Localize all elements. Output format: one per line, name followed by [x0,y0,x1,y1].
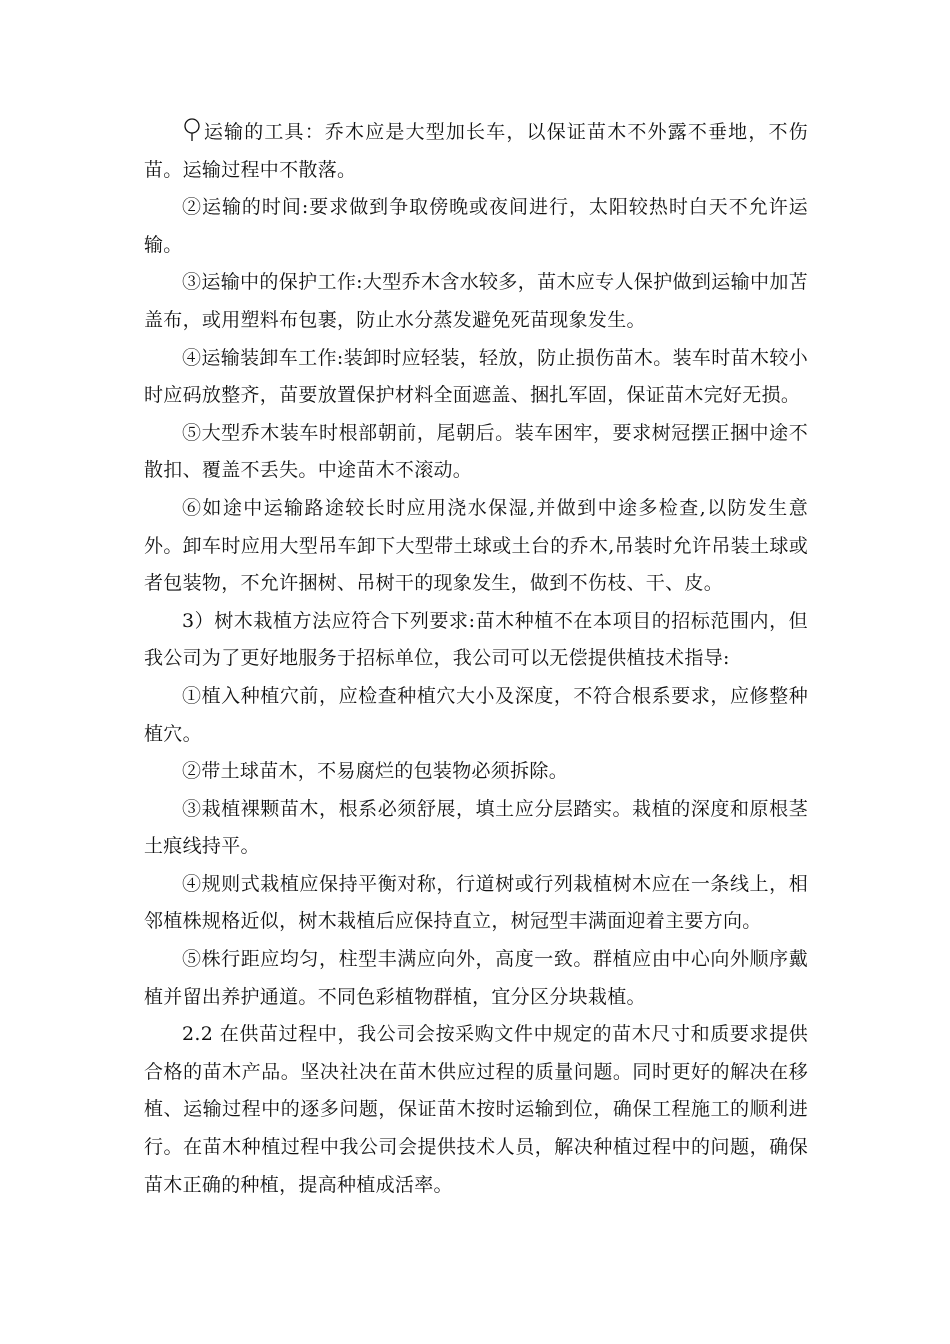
paragraph-large-tree-loading: ⑤大型乔木装车时根部朝前，尾朝后。装车困牢，要求树冠摆正捆中途不散扣、覆盖不丢失。中途苗木不滚动。 [144,421,808,482]
paragraph-transport-tools [144,114,808,189]
circle-marker-icon [182,118,202,142]
paragraph-long-distance: ⑥如途中运输路途较长时应用浇水保湿,并做到中途多检查,以防发生意外。卸车时应用大型吊车卸下大型带土球或土台的乔木,吊装时允许吊装土球或者包装物，不允许捆树、吊树干的现象发生，做到不伤枝、干、皮。 [144,496,808,595]
paragraph-supply-process: 2.2 在供苗过程中，我公司会按采购文件中规定的苗木尺寸和质要求提供合格的苗木产品。坚决社决在苗木供应过程的质量问题。同时更好的解决在移植、运输过程中的逐多问题，保证苗木按时运输到位，确保工程施工的顺利进行。在苗木种植过程中我公司会提供技术人员，解决种植过程中的问题，确保苗木正确的种植，提高种植成活率。 [144,1023,808,1196]
paragraph-regular-planting: ④规则式栽植应保持平衡对称，行道树或行列栽植树木应在一条线上，相邻植株规格近似，树木栽植后应保持直立，树冠型丰满面迎着主要方向。 [144,872,808,933]
paragraph-transport-time: ②运输的时间:要求做到争取傍晚或夜间进行，太阳较热时白天不允许运输。 [144,196,808,256]
paragraph-text: 运输的工具：乔木应是大型加长车，以保证苗木不外露不垂地，不伤苗。运输过程中不散落。 [144,121,808,181]
paragraph-planting-hole: ①植入种植穴前，应检查种植穴大小及深度，不符合根系要求，应修整种植穴。 [144,684,808,745]
paragraph-root-ball: ②带土球苗木，不易腐烂的包装物必须拆除。 [182,760,569,783]
document-body [144,114,808,1204]
paragraph-transport-protection: ③运输中的保护工作:大型乔木含水较多，苗木应专人保护做到运输中加苫盖布，或用塑料布包裹，防止水分蒸发避免死苗现象发生。 [144,271,808,331]
paragraph-spacing: ⑤株行距应均匀，柱型丰满应向外，高度一致。群植应由中心向外顺序戴植并留出养护通道。不同色彩植物群植，宜分区分块栽植。 [144,948,808,1008]
paragraph-bare-root: ③栽植裸颗苗木，根系必须舒展，填土应分层踏实。栽植的深度和原根茎土痕线持平。 [144,797,808,858]
paragraph-planting-methods: 3）树木栽植方法应符合下列要求:苗木种植不在本项目的招标范围内，但我公司为了更好地服务于招标单位，我公司可以无偿提供植技术指导: [144,609,808,670]
paragraph-loading-unloading: ④运输装卸车工作:装卸时应轻装，轻放，防止损伤苗木。装车时苗木较小时应码放整齐，苗要放置保护材料全面遮盖、捆扎军固，保证苗木完好无损。 [144,346,808,407]
